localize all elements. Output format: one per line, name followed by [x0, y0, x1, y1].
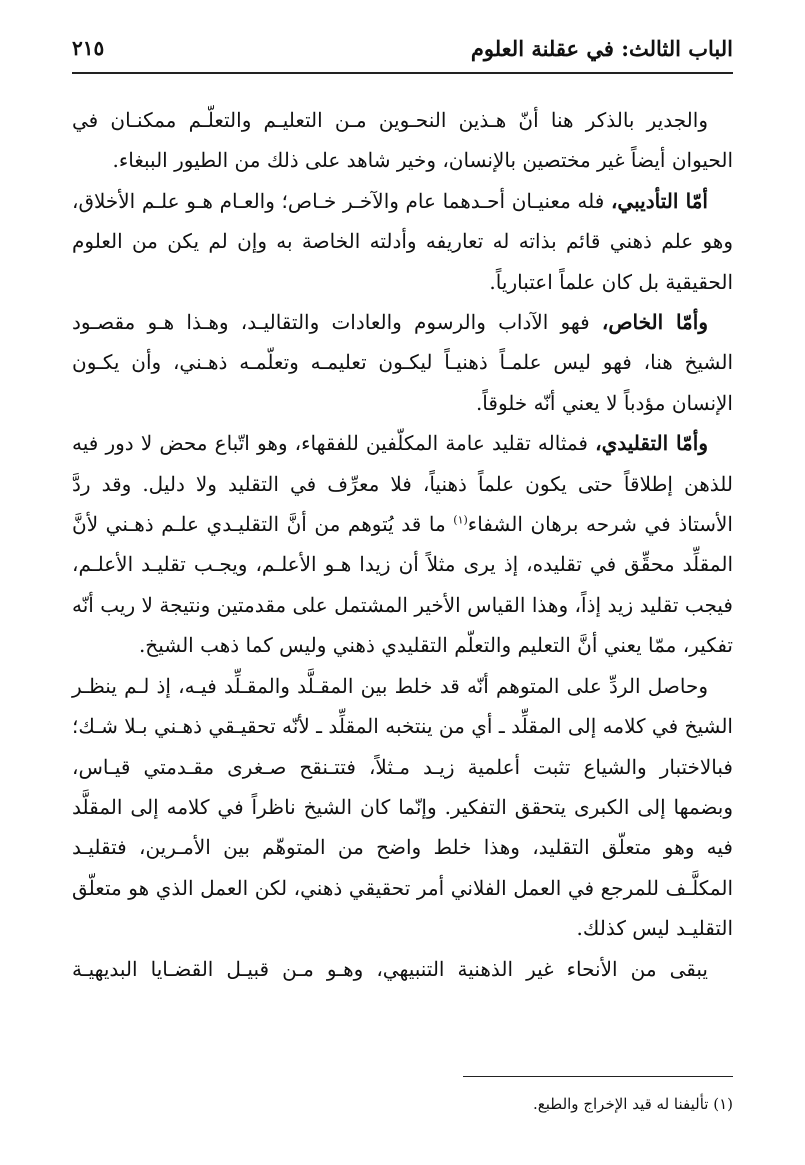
paragraph: [72, 949, 733, 989]
page-number: ٢١٥: [72, 36, 105, 60]
paragraph-text: يبقى من الأنحاء غير الذهنية التنبيهي، وهـو مـن قبيـل القضـايا البديهيـة: [72, 956, 708, 981]
paragraph: [72, 666, 733, 949]
chapter-title: الباب الثالث: في عقلنة العلوم: [470, 35, 733, 61]
paragraph: [72, 100, 733, 181]
paragraph-text: فمثاله تقليد عامة المكلّفين للفقهاء، وهو اتّباع محض لا دور فيه للذهن إطلاقاً حتى يكون علماً ذهنياً، فلا معرِّف في التقليد ولا دليل. وقد ردَّ الأستاذ في شرحه برهان الشفاء: [72, 431, 733, 537]
bold-term: أمّا التأديبي،: [610, 188, 708, 213]
footnote-rule: [463, 1076, 733, 1077]
paragraph-text: فله معنيـان أحـدهما عام والآخـر خـاص؛ والعـام هـو علـم الأخلاق، وهو علم ذهني قائم بذاته له تعاريفه وأدلته الخاصة به وإن لم يكن من العلوم الحقيقية بل كان علماً اعتبارياً.: [72, 188, 733, 294]
header-rule: [72, 72, 733, 74]
paragraph: [72, 181, 733, 302]
footnote-marker: (١): [453, 513, 468, 527]
running-header: [72, 28, 733, 68]
bold-term: وأمّا التقليدي،: [595, 431, 708, 456]
paragraph-text: وحاصل الردِّ على المتوهم أنّه قد خلط بين المقـلَّد والمقـلِّد فيـه، إذ لـم ينظـر الشيخ في كلامه إلى المقلِّد ـ أي من ينتخبه المقلِّد ـ لأنّه تحقيـقي ذهـني بـلا شـك؛ فبالاختبار والشياع تثبت أعلمية زيـد مـثلاً، فتتـنقح صـغرى مقـدمتي قيـاس، وبضمها إلى الكبرى يتحقق التفكير. وإنّما كان الشيخ ناظراً في كلامه إلى المقلَّد فيه وهو متعلّق التقليد، وهذا خلط واضح من المتوهّم بين الأمـرين، فتقليـد المكلَّـف للمرجع في العمل الفلاني أمر تحقيقي ذهني، لكن العمل الذي هو متعلّق التقليـد ليس كذلك.: [72, 673, 733, 941]
footnote: (١) تأليفنا له قيد الإخراج والطبع.: [532, 1095, 733, 1113]
paragraph: [72, 423, 733, 665]
paragraph-text: فهو الآداب والرسوم والعادات والتقاليـد، وهـذا هـو مقصـود الشيخ هنا، فهو ليس علمـاً ذهنيـاً ليكـون تعليمـه وتعلّمـه ذهـني، وأن يكـون الإنسان مؤدباً لا يعني أنّه خلوقاً.: [72, 310, 733, 415]
paragraph: [72, 302, 733, 423]
body-text: [72, 100, 733, 989]
paragraph-text: ما قد يُتوهم من أنَّ التقليـدي علـم ذهـني لأنَّ المقلِّد محقِّق في تقليده، إذ يرى مثلاً أن زيدا هـو الأعلـم، ويجـب تقليـد الأعلـم، فيجب تقليد زيد إذاً، وهذا القياس الأخير المشتمل على مقدمتين ونتيجة لا ريب أنّه تفكير، ممّا يعني أنَّ التعليم والتعلّم التقليدي ذهني وليس كما ذهب الشيخ.: [72, 512, 733, 658]
paragraph-text: والجدير بالذكر هنا أنّ هـذين النحـوين مـن التعليـم والتعلّـم ممكنـان في الحيوان أيضاً غير مختصين بالإنسان، وخير شاهد على ذلك من الطيور الببغاء.: [72, 108, 733, 173]
bold-term: وأمّا الخاص،: [601, 310, 708, 335]
